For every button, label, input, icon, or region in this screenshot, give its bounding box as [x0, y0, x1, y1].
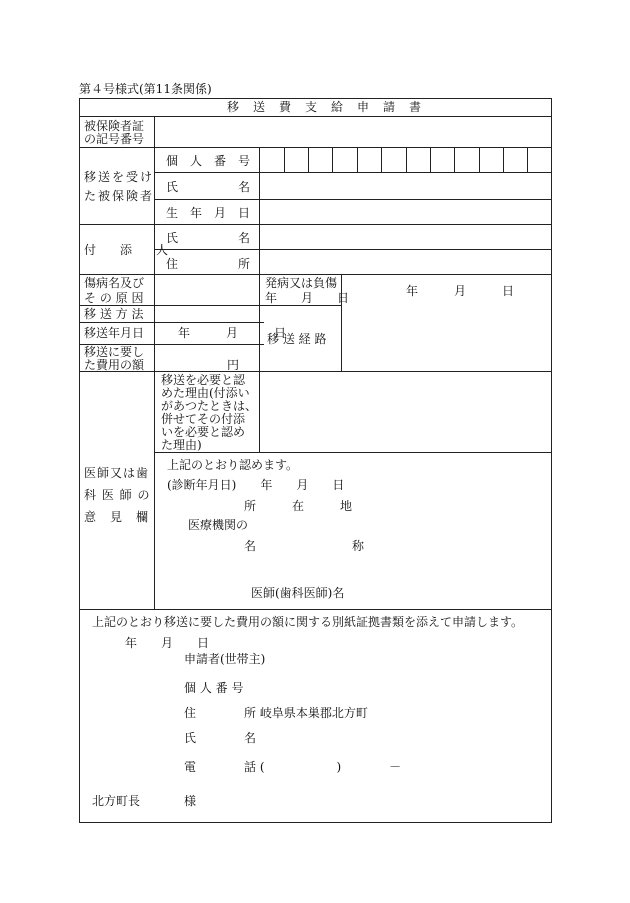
transfer-date-label: 移送年月日: [84, 326, 145, 340]
transported-label-1: 移送を受け: [84, 170, 155, 184]
institution-location-label: 所 在 地: [244, 499, 353, 513]
cost-label-1: 移送に要し: [84, 345, 145, 359]
method-field[interactable]: [156, 307, 258, 321]
transfer-date-field[interactable]: 年 月 日: [178, 326, 287, 340]
reason-label-6: た理由): [161, 438, 202, 452]
reason-label-4: 併せてその付添: [161, 412, 246, 426]
route-label: 移 送 経 路: [267, 332, 327, 346]
insured-cert-label-2: の記号番号: [84, 132, 145, 146]
insured-cert-number-field[interactable]: [156, 118, 550, 146]
injury-field[interactable]: [156, 276, 258, 304]
applicant-phone[interactable]: 電 話 ( ) －: [184, 760, 402, 774]
attendant-address-label: 住 所: [166, 257, 251, 271]
insured-cert-label-1: 被保険者証: [84, 119, 145, 133]
institution-label: 医療機関の: [188, 518, 249, 532]
route-field[interactable]: [343, 307, 550, 370]
cost-label-2: た費用の額: [84, 358, 145, 372]
doctor-opinion-label-3: 意 見 欄: [84, 510, 150, 524]
method-label: 移 送 方 法: [84, 307, 144, 321]
yen-unit: 円: [227, 358, 240, 372]
attendant-name-label: 氏 名: [166, 231, 251, 245]
birth-date-label: 生 年 月 日: [166, 206, 251, 220]
diagnosis-date[interactable]: (診断年月日) 年 月 日: [167, 478, 345, 492]
applicant-address[interactable]: 住 所 岐阜県本巣郡北方町: [184, 706, 368, 720]
personal-number-boxes[interactable]: [261, 149, 551, 172]
reason-label-2: めた理由(付添い: [161, 386, 250, 400]
applicant-personal-number[interactable]: 個 人 番 号: [184, 681, 244, 695]
doctor-opinion-label-1: 医師又は歯: [84, 466, 150, 480]
attendant-address-field[interactable]: [261, 251, 551, 273]
applicant-label: 申請者(世帯主): [184, 652, 266, 666]
injury-label-2: そ の 原 因: [84, 291, 144, 305]
insured-name-label: 氏 名: [166, 180, 251, 194]
doctor-name-label: 医師(歯科医師)名: [251, 586, 345, 600]
attendant-name-field[interactable]: [261, 226, 551, 248]
institution-name-label: 名 称: [244, 539, 365, 553]
reason-label-3: があつたときは、: [161, 399, 258, 413]
form-title: 移 送 費 支 給 申 請 書: [227, 100, 423, 114]
reason-field[interactable]: [261, 373, 551, 451]
onset-date-field[interactable]: 年 月 日: [406, 284, 515, 298]
personal-number-label: 個 人 番 号: [166, 154, 251, 168]
attendant-label: 付 添 人: [84, 243, 169, 257]
birth-date-field[interactable]: [261, 201, 551, 223]
honorific: 様: [184, 794, 197, 808]
injury-label-1: 傷病名及び: [84, 276, 145, 290]
approval-text: 上記のとおり認めます。: [167, 458, 299, 472]
onset-label-2: 年 月 日: [265, 291, 350, 305]
applicant-name[interactable]: 氏 名: [184, 731, 257, 745]
form-number-note: 第４号様式(第11条関係): [79, 82, 212, 96]
mayor-addressee: 北方町長: [92, 794, 141, 808]
transported-label-2: た被保険者: [84, 189, 155, 203]
reason-label-5: いを必要と認め: [161, 425, 246, 439]
reason-label-1: 移送を必要と認: [161, 373, 246, 387]
application-statement: 上記のとおり移送に要した費用の額に関する別紙証拠書類を添えて申請します。: [92, 615, 524, 629]
insured-name-field[interactable]: [261, 174, 551, 198]
onset-label-1: 発病又は負傷: [265, 276, 338, 290]
application-date[interactable]: 年 月 日: [125, 636, 210, 650]
doctor-opinion-label-2: 科 医 師 の: [84, 488, 151, 502]
